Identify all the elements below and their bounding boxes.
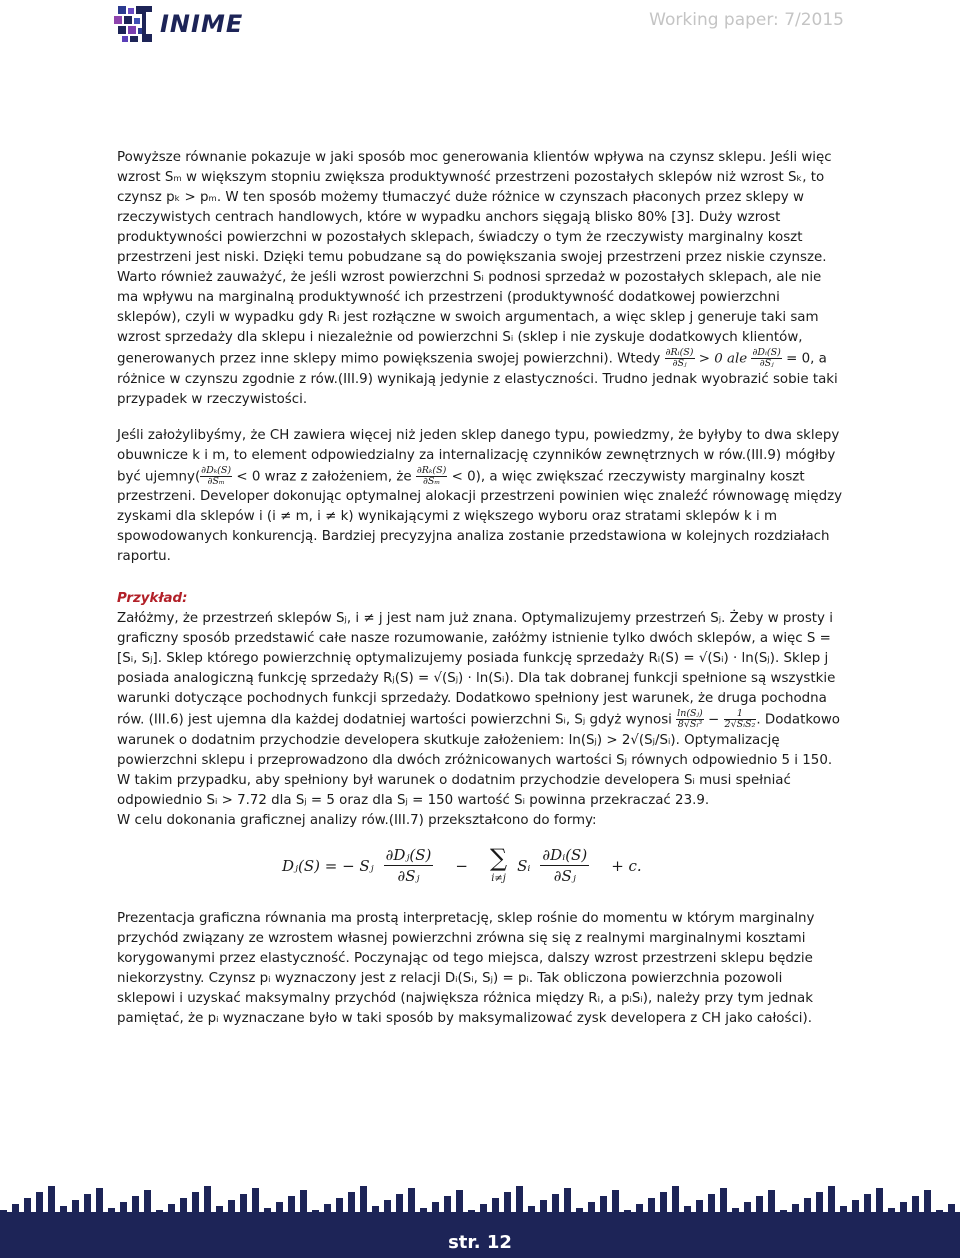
equation-fraction-1: $\frac{\text{∂Dⱼ(S)}}{\text{∂Sⱼ}}$ <box>385 846 432 885</box>
paragraph-2-text-b: = 0, a różnice w czynszu zgodnie z rów.(III.9) wynikają jedynie z elastyczności. Trudno jednak wyobrazić sobie taki przypadek w rzeczywistości. <box>117 351 838 407</box>
inime-logo <box>112 4 272 44</box>
fraction-dRk-dSm: $\frac{\text{∂Rₖ(S)}}{\text{∂Sₘ}}$ <box>416 464 447 487</box>
inime-logo-mark-icon <box>112 4 156 44</box>
document-body <box>117 148 843 1029</box>
example-heading: Przykład: <box>117 591 188 606</box>
fraction-dDi-dSj: $\frac{\text{∂Dᵢ(S)}}{\text{∂Sⱼ}}$ <box>752 347 781 369</box>
fraction-dDk-dSm: $\frac{\text{∂Dₖ(S)}}{\text{∂Sₘ}}$ <box>201 464 232 487</box>
example-paragraph-1 <box>117 609 843 811</box>
example-text-1: Załóżmy, że przestrzeń sklepów Sⱼ, i ≠ j jest nam już znana. Optymalizujemy przestrzeń Sⱼ. Żeby w prosty i graficzny sposób przedstawić całe nasze rozumowanie, załóżmy istnienie tylko dwóch sklepów, a więc S = [Sᵢ, Sⱼ]. Sklep którego powierzchnię optymalizujemy posiada funkcję sprzedaży Rᵢ(S) = √(Sᵢ) · ln(Sⱼ). Sklep j posiada analogiczną funkcję sprzedaży Rⱼ(S) = √(Sⱼ) · ln(Sᵢ). Dla tak dobranej funkcji spełnione są wszystkie warunki dotyczące pochodnych funkcji sprzedaży. Dodatkowo spełniony jest warunek, że druga pochodna rów. (III.6) jest ujemna dla każdej dodatniej wartości powierzchni Sᵢ, Sⱼ gdyż wynosi <box>117 611 836 728</box>
page-number: str. 12 <box>448 1232 512 1253</box>
paragraph-3-text-a: Jeśli założylibyśmy, że CH zawiera więcej niż jeden sklep danego typu, powiedzmy, że byłyby to dwa sklepy obuwnicze k i m, to element odpowiedzialny za internalizację czynników zewnętrznych w rów.(III.9) mógłby być ujemny( <box>117 427 840 484</box>
minus-sign: − <box>708 712 720 728</box>
example-paragraph-2: W celu dokonania graficznej analizy rów.(III.7) przekształcono do formy: <box>117 812 597 828</box>
equation-lhs: Dⱼ(S) = − Sⱼ <box>282 856 374 875</box>
equation-si: Sᵢ <box>517 856 531 875</box>
equation-fraction-2: $\frac{\text{∂Dᵢ(S)}}{\text{∂Sⱼ}}$ <box>542 846 588 885</box>
paragraph-3 <box>117 426 843 568</box>
paragraph-3-text-b: < 0), a więc zwiększać rzeczywisty marginalny koszt przestrzeni. Developer dokonując optymalnej alokacji przestrzeni powinien więc znaleźć równowagę między zyskami dla sklepów i (i ≠ m, i ≠ k) wynikającymi z większego wyboru oraz stratami sklepów k i m spowodowanych konkurencją. Bardziej precyzyjna analiza zostanie przedstawiona w kolejnych rozdziałach raportu. <box>117 469 843 564</box>
example-text-2: . Dodatkowo warunek o dodatnim przychodzie developera skutkuje założeniem: ln(Sⱼ) > 2√(Sⱼ/Sᵢ). Optymalizację powierzchni sklepu i przeprowadzono dla dwóch zróżnicowanych wartości Sⱼ równych odpowiednio 5 i 150. W takim przypadku, aby spełniony był warunek o dodatnim przychodzie developera Sᵢ musi spełniać odpowiednio Sᵢ > 7.72 dla Sⱼ = 5 oraz dla Sⱼ = 150 wartość Sᵢ powinna przekraczać 23.9. <box>117 712 840 808</box>
equation-tail: + c. <box>611 856 642 875</box>
paragraph-2-mid: > 0 ale <box>698 351 748 367</box>
logo-text: INIME <box>160 10 244 38</box>
display-equation <box>117 839 843 905</box>
paragraph-2 <box>117 268 843 410</box>
working-paper-label: Working paper: 7/2015 <box>649 10 844 30</box>
paragraph-2-text-a: Warto również zauważyć, że jeśli wzrost powierzchni Sᵢ podnosi sprzedaż w pozostałych sklepach, ale nie ma wpływu na marginalną produktywność ich przestrzeni (produktywność dodatkowej powierzchni sklepów), czyli w wypadku gdy Rᵢ jest rozłączne w swoich argumentach, a więc sklep j generuje taki sam wzrost sprzedaży dla sklepu i niezależnie od powierzchni Sᵢ (sklep i nie zyskuje dodatkowych klientów, generowanych przez inne sklepy mimo powiększenia swojej powierzchni). Wtedy <box>117 270 822 367</box>
equation-minus: − <box>455 856 468 875</box>
fraction-dRi-dSj: $\frac{\text{∂Rᵢ(S)}}{\text{∂Sⱼ}}$ <box>665 347 694 369</box>
summation-symbol: ∑ i≠j <box>489 843 508 884</box>
fraction-second-derivative-a: $\frac{\text{ln(Sⱼ)}}{\text{8√Sᵢ³}}$ <box>677 708 703 730</box>
paragraph-3-mid: < 0 wraz z założeniem, że <box>236 469 412 484</box>
fraction-second-derivative-b: $\frac{1}{\text{2√SᵢS₂}}$ <box>724 708 756 730</box>
paragraph-1: Powyższe równanie pokazuje w jaki sposób moc generowania klientów wpływa na czynsz sklepu. Jeśli więc wzrost Sₘ w większym stopniu zwiększa produktywność przestrzeni pozostałych sklepów niż wzrost Sₖ, to czynsz pₖ > pₘ. W ten sposób możemy tłumaczyć duże różnice w czynszach płaconych przez sklepy w rzeczywistych centrach handlowych, które w wypadku anchors sięgają blisko 80% [3]. Duży wzrost produktywności powierzchni w pozostałych sklepach, świadczy o tym że rzeczywisty marginalny koszt przestrzeni jest niski. Dzięki temu pobudzane są do powiększania swojej przestrzeni przez niskie czynsze. <box>117 150 832 265</box>
paragraph-4: Prezentacja graficzna równania ma prostą interpretację, sklep rośnie do momentu w którym marginalny przychód związany ze wzrostem własnej powierzchni zrówna się się z realnymi marginalnymi kosztami korygowanymi przez elastyczność. Poczynając od tego miejsca, dalszy wzrost przestrzeni sklepu będzie niekorzystny. Czynsz pᵢ wyznaczony jest z relacji Dᵢ(Sᵢ, Sⱼ) = pᵢ. Tak obliczona powierzchnia pozowoli sklepowi i uzyskać maksymalny przychód (największa różnica między Rᵢ, a pᵢSᵢ), należy przy tym jednak pamiętać, że pᵢ wyznaczane było w taki sposób by maksymalizować zysk developera z CH jako całości). <box>117 910 815 1026</box>
